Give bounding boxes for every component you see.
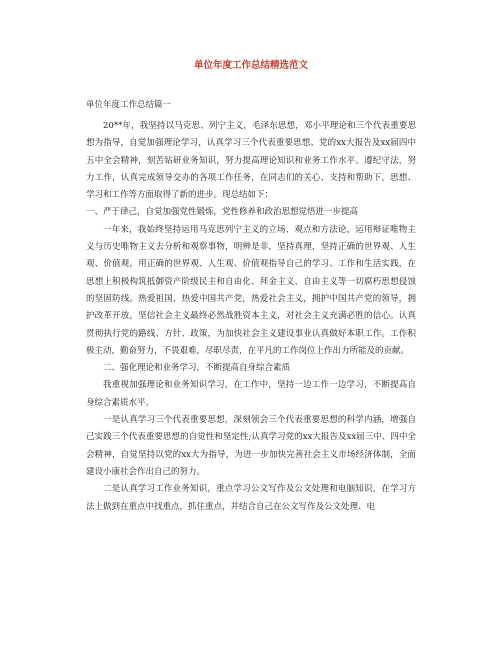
section-2-point-1: 一是认真学习三个代表重要思想，深刻领会三个代表重要思想的科学内涵，增强自己实践三个代表重要思想的自觉性和坚定性;认真学习党的xx大报告及xx届三中、四中全会精神，自觉坚持以党的xx大为指导，为进一步加快完善社会主义市场经济体制，全面建设小康社会作出自己的努力。: [86, 415, 416, 477]
section-1-paragraph: 一年来，我始终坚持运用马克思列宁主义的立场、观点和方法论，运用辩证唯物主义与历史唯物主义去分析和观察事物，明辨是非，坚持真理，坚持正确的世界观、人生观、价值观，用正确的世界观、人生观、价值观指导自己的学习、工作和生活实践，在思想上积极构筑抵御资产阶级民主和自由化、拜金主义、自由主义等一切腐朽思想侵蚀的坚固防线。热爱祖国，热爱中国共产党，热爱社会主义，拥护中国共产党的领导，拥护改革开放，坚信社会主义最终必然战胜资本主义，对社会主义充满必胜的信心。认真贯彻执行党的路线、方针、政策，为加快社会主义建设事业认真做好本职工作。工作积极主动，勤奋努力，不畏艰难，尽职尽责，在平凡的工作岗位上作出力所能及的贡献。: [86, 224, 416, 356]
intro-paragraph: 20**年，我坚持以马克思、列宁主义，毛泽东思想，邓小平理论和三个代表重要思想为指导，自觉加强理论学习，认真学习三个代表重要思想、党的xx大报告及xx届四中五中全会精神，刻苦钻研业务知识，努力提高理论知识和业务工作水平。遵纪守法，努力工作，认真完成领导交办的各项工作任务，在同志们的关心、支持和帮助下，思想、学习和工作等方面取得了新的进步。现总结如下：: [86, 121, 416, 201]
section-2-point-2: 二是认真学习工作业务知识，重点学习公文写作及公文处理和电脑知识，在学习方法上做到在重点中找重点，抓住重点，并结合自己在公文写作及公文处理、电: [86, 484, 416, 512]
section-heading-2: 二、强化理论和业务学习，不断提高自身综合素质: [103, 363, 291, 374]
section-heading-1: 一、严于律己，自觉加强党性锻炼，党性修养和政治思想觉悟进一步提高: [86, 207, 359, 218]
document-title: 单位年度工作总结精选范文: [193, 60, 308, 71]
document-page: [86, 60, 416, 516]
section-2-paragraph: 我重视加强理论和业务知识学习，在工作中，坚持一边工作一边学习，不断提高自身综合素质水平。: [86, 380, 416, 408]
document-subtitle: 单位年度工作总结篇一: [86, 100, 172, 110]
